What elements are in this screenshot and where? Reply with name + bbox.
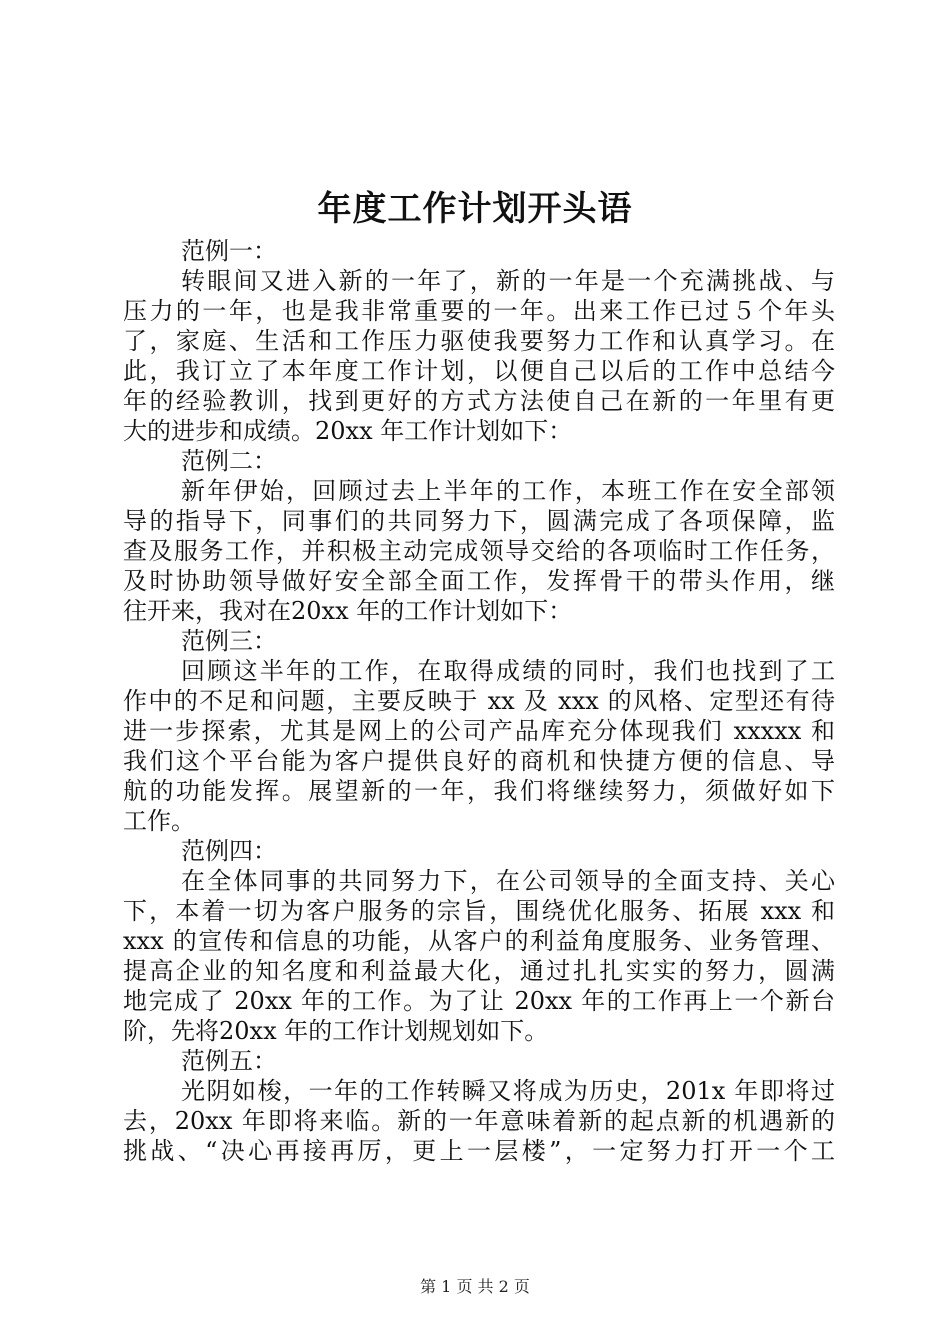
paragraph-line: 航的功能发挥。展望新的一年，我们将继续努力，须做好如下 [123, 777, 835, 805]
section-heading: 范例五： [181, 1047, 277, 1075]
paragraph-line: 年的经验教训，找到更好的方式方法使自己在新的一年里有更 [123, 387, 835, 415]
page-title: 年度工作计划开头语 [317, 189, 633, 229]
paragraph-line: 我们这个平台能为客户提供良好的商机和快捷方便的信息、导 [123, 747, 835, 775]
paragraph [123, 1076, 835, 1166]
paragraph-line: 大的进步和成绩。20xx 年工作计划如下： [123, 417, 573, 445]
section-example-2 [123, 446, 835, 626]
page-footer [0, 1276, 950, 1298]
section-heading: 范例二： [181, 447, 277, 475]
paragraph-line: 了，家庭、生活和工作压力驱使我要努力工作和认真学习。在 [123, 327, 835, 355]
paragraph-line: 往开来，我对在20xx 年的工作计划如下： [123, 597, 573, 625]
document-body [123, 236, 835, 1166]
paragraph-line: 此，我订立了本年度工作计划，以便自己以后的工作中总结今 [123, 357, 835, 385]
paragraph-line: 作中的不足和问题，主要反映于 xx 及 xxx 的风格、定型还有待 [123, 687, 835, 715]
section-heading: 范例三： [181, 627, 277, 655]
paragraph-line: 压力的一年，也是我非常重要的一年。出来工作已过５个年头 [123, 297, 835, 325]
paragraph-line: 及时协助领导做好安全部全面工作，发挥骨干的带头作用，继 [123, 567, 835, 595]
section-example-4 [123, 836, 835, 1046]
section-example-1 [123, 236, 835, 446]
paragraph-line: 工作。 [123, 807, 195, 835]
paragraph-line: xxx 的宣传和信息的功能，从客户的利益角度服务、业务管理、 [123, 927, 835, 955]
paragraph-line: 光阴如梭，一年的工作转瞬又将成为历史，201x 年即将过 [181, 1077, 835, 1105]
paragraph-line: 进一步探索，尤其是网上的公司产品库充分体现我们 xxxxx 和 [123, 717, 835, 745]
paragraph-line: 新年伊始，回顾过去上半年的工作，本班工作在安全部领 [181, 477, 835, 505]
section-heading: 范例四： [181, 837, 277, 865]
paragraph-line: 导的指导下，同事们的共同努力下，圆满完成了各项保障，监 [123, 507, 835, 535]
paragraph-line: 地完成了 20xx 年的工作。为了让 20xx 年的工作再上一个新台 [123, 987, 835, 1015]
paragraph-line: 转眼间又进入新的一年了，新的一年是一个充满挑战、与 [181, 267, 835, 295]
paragraph [123, 476, 835, 626]
paragraph [123, 866, 835, 1046]
paragraph-line: 回顾这半年的工作，在取得成绩的同时，我们也找到了工 [181, 657, 835, 685]
paragraph [123, 266, 835, 446]
paragraph-line: 查及服务工作，并积极主动完成领导交给的各项临时工作任务， [123, 537, 835, 565]
section-heading: 范例一： [181, 237, 277, 265]
paragraph-line: 去，20xx 年即将来临。新的一年意味着新的起点新的机遇新的 [123, 1107, 835, 1135]
paragraph-line: 下，本着一切为客户服务的宗旨，围绕优化服务、拓展 xxx 和 [123, 897, 835, 925]
section-example-3 [123, 626, 835, 836]
paragraph-line: 挑战、“决心再接再厉，更上一层楼”，一定努力打开一个工 [123, 1137, 835, 1165]
paragraph-line: 提高企业的知名度和利益最大化，通过扎扎实实的努力，圆满 [123, 957, 835, 985]
paragraph-line: 阶，先将20xx 年的工作计划规划如下。 [123, 1017, 549, 1045]
paragraph-line: 在全体同事的共同努力下，在公司领导的全面支持、关心 [181, 867, 835, 895]
section-example-5 [123, 1046, 835, 1166]
paragraph [123, 656, 835, 836]
page-number: 第 1 页 共 2 页 [420, 1277, 530, 1296]
